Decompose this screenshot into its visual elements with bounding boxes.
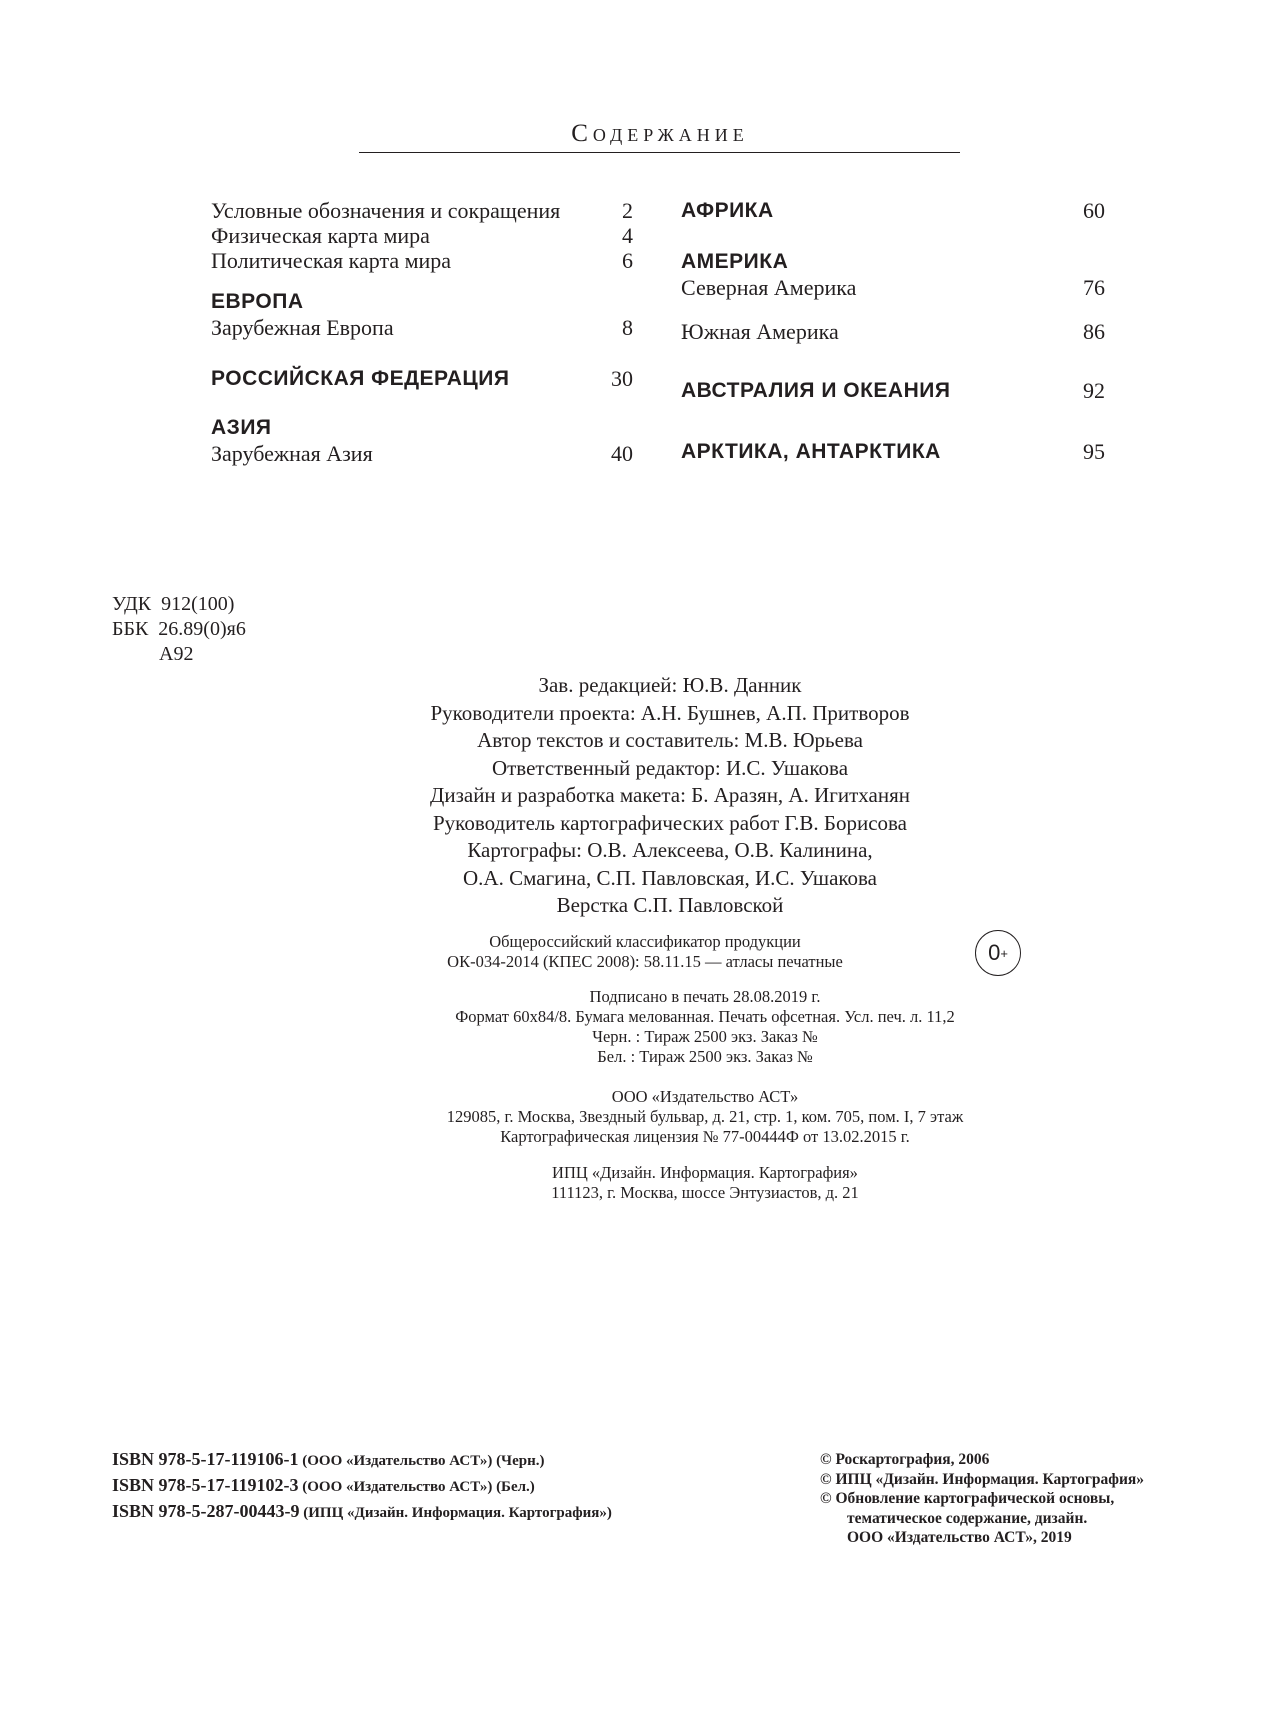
publisher-line: 129085, г. Москва, Звездный бульвар, д. 21, стр. 1, ком. 705, пом. I, 7 этаж (446, 1107, 964, 1126)
toc-entry-label: Северная Америка (681, 275, 857, 300)
isbn-number: ISBN 978-5-287-00443-9 (112, 1501, 300, 1521)
copyright-line: © ИПЦ «Дизайн. Информация. Картография» (820, 1470, 1145, 1488)
toc-section-heading[interactable] (681, 439, 1105, 464)
toc-entry-label: Зарубежная Азия (211, 441, 373, 466)
toc-section-heading[interactable] (681, 378, 1105, 403)
toc-section-heading[interactable] (211, 289, 633, 314)
toc-entry-page: 40 (611, 441, 633, 466)
print-info-line: Черн. : Тираж 2500 экз. Заказ № (592, 1027, 818, 1046)
toc-entry-page: 86 (1083, 319, 1105, 344)
toc-entry[interactable] (681, 319, 1105, 344)
age-rating-badge (975, 930, 1021, 976)
bbk-code: ББК 26.89(0)я6 (112, 618, 246, 640)
copyright-notice (820, 1450, 1144, 1548)
product-classifier (380, 932, 910, 972)
toc-entry[interactable] (211, 248, 633, 273)
toc-entry-page: 92 (1083, 378, 1105, 403)
toc-left-column (211, 198, 633, 466)
credit-line: О.А. Смагина, С.П. Павловская, И.С. Ушакова (462, 865, 877, 890)
copyright-line: тематическое содержание, дизайн. (847, 1509, 1088, 1527)
toc-entry-label: Зарубежная Европа (211, 315, 394, 340)
toc-heading-label: АЗИЯ (211, 416, 272, 439)
toc-entry-page: 6 (622, 248, 633, 273)
credit-line: Дизайн и разработка макета: Б. Аразян, А. Игитханян (430, 783, 910, 807)
toc-entry[interactable] (211, 198, 633, 223)
toc-entry-page: 76 (1083, 275, 1105, 300)
toc-divider (359, 152, 960, 153)
toc-entry-page: 60 (1083, 198, 1105, 223)
toc-entry-page: 30 (611, 366, 633, 391)
copyright-line: © Роскартография, 2006 (820, 1451, 990, 1468)
print-info-line: Формат 60х84/8. Бумага мелованная. Печать офсетная. Усл. печ. л. 11,2 (455, 1007, 955, 1026)
udk-code: УДК 912(100) (112, 593, 235, 615)
isbn-number: ISBN 978-5-17-119106-1 (112, 1449, 299, 1469)
toc-entry[interactable] (211, 223, 633, 248)
toc-heading-label: АВСТРАЛИЯ И ОКЕАНИЯ (681, 379, 951, 402)
toc-section-heading[interactable] (211, 366, 633, 391)
toc-heading-label: ЕВРОПА (211, 290, 304, 313)
toc-title: Содержание (571, 120, 749, 147)
isbn-number: ISBN 978-5-17-119102-3 (112, 1475, 299, 1495)
credit-line: Верстка С.П. Павловской (556, 893, 784, 917)
classification-codes (112, 592, 246, 667)
publisher-line: Картографическая лицензия № 77-00444Ф от 13.02.2015 г. (500, 1127, 910, 1146)
print-info-line: Бел. : Тираж 2500 экз. Заказ № (597, 1047, 813, 1066)
toc-heading-label: АФРИКА (681, 199, 774, 222)
isbn-row (112, 1473, 612, 1499)
toc-entry[interactable] (681, 275, 1105, 300)
print-info-line: Подписано в печать 28.08.2019 г. (589, 987, 821, 1006)
credit-line: Руководители проекта: А.Н. Бушнев, А.П. Притворов (430, 700, 910, 725)
toc-heading-label: АМЕРИКА (681, 250, 789, 273)
toc-entry-page: 8 (622, 315, 633, 340)
toc-section-heading[interactable] (681, 198, 1105, 223)
classifier-line: ОК-034-2014 (КПЕС 2008): 58.11.15 — атласы печатные (447, 952, 843, 971)
credits (340, 672, 1000, 920)
toc-heading-label: РОССИЙСКАЯ ФЕДЕРАЦИЯ (211, 367, 510, 390)
credit-line: Зав. редакцией: Ю.В. Данник (538, 673, 802, 697)
age-rating-number: 0 (988, 940, 1001, 965)
isbn-publisher: (ООО «Издательство АСТ») (Черн.) (298, 1453, 545, 1469)
publisher-line: ООО «Издательство АСТ» (611, 1087, 799, 1106)
toc-right-column (681, 198, 1105, 464)
printer-line: 111123, г. Москва, шоссе Энтузиастов, д. 21 (551, 1183, 859, 1202)
copyright-line: ООО «Издательство АСТ», 2019 (847, 1529, 1072, 1546)
classifier-line: Общероссийский классификатор продукции (489, 932, 801, 951)
credit-line: Ответственный редактор: И.С. Ушакова (491, 755, 849, 780)
copyright-line: © Обновление картографической основы, (820, 1490, 1115, 1507)
isbn-publisher: (ИПЦ «Дизайн. Информация. Картография») (299, 1505, 612, 1521)
credit-line: Картографы: О.В. Алексеева, О.В. Калинина, (467, 838, 873, 862)
toc-entry[interactable] (211, 441, 633, 466)
toc-entry-label: Физическая карта мира (211, 223, 430, 248)
credit-line: Автор текстов и составитель: М.В. Юрьева (477, 728, 863, 752)
toc-entry-label: Южная Америка (681, 319, 839, 344)
isbn-publisher: (ООО «Издательство АСТ») (Бел.) (298, 1479, 535, 1495)
printer-line: ИПЦ «Дизайн. Информация. Картография» (552, 1163, 858, 1182)
isbn-row (112, 1499, 612, 1525)
age-rating-plus: + (1000, 946, 1008, 961)
print-info (360, 987, 1050, 1067)
toc-entry-page: 4 (622, 223, 633, 248)
toc-entry[interactable] (211, 315, 633, 340)
toc-entry-label: Условные обозначения и сокращения (211, 198, 561, 223)
toc-section-heading[interactable] (681, 249, 1105, 274)
toc-entry-page: 2 (622, 198, 633, 223)
toc-section-heading[interactable] (211, 415, 633, 440)
author-mark: А92 (159, 643, 194, 665)
publisher-info (360, 1087, 1050, 1147)
toc-heading-label: АРКТИКА, АНТАРКТИКА (681, 440, 941, 463)
printer-info (360, 1163, 1050, 1203)
isbn-list (112, 1447, 612, 1525)
isbn-row (112, 1447, 612, 1473)
credit-line: Руководитель картографических работ Г.В. Борисова (433, 810, 907, 835)
toc-entry-label: Политическая карта мира (211, 248, 452, 273)
toc-entry-page: 95 (1083, 439, 1105, 464)
